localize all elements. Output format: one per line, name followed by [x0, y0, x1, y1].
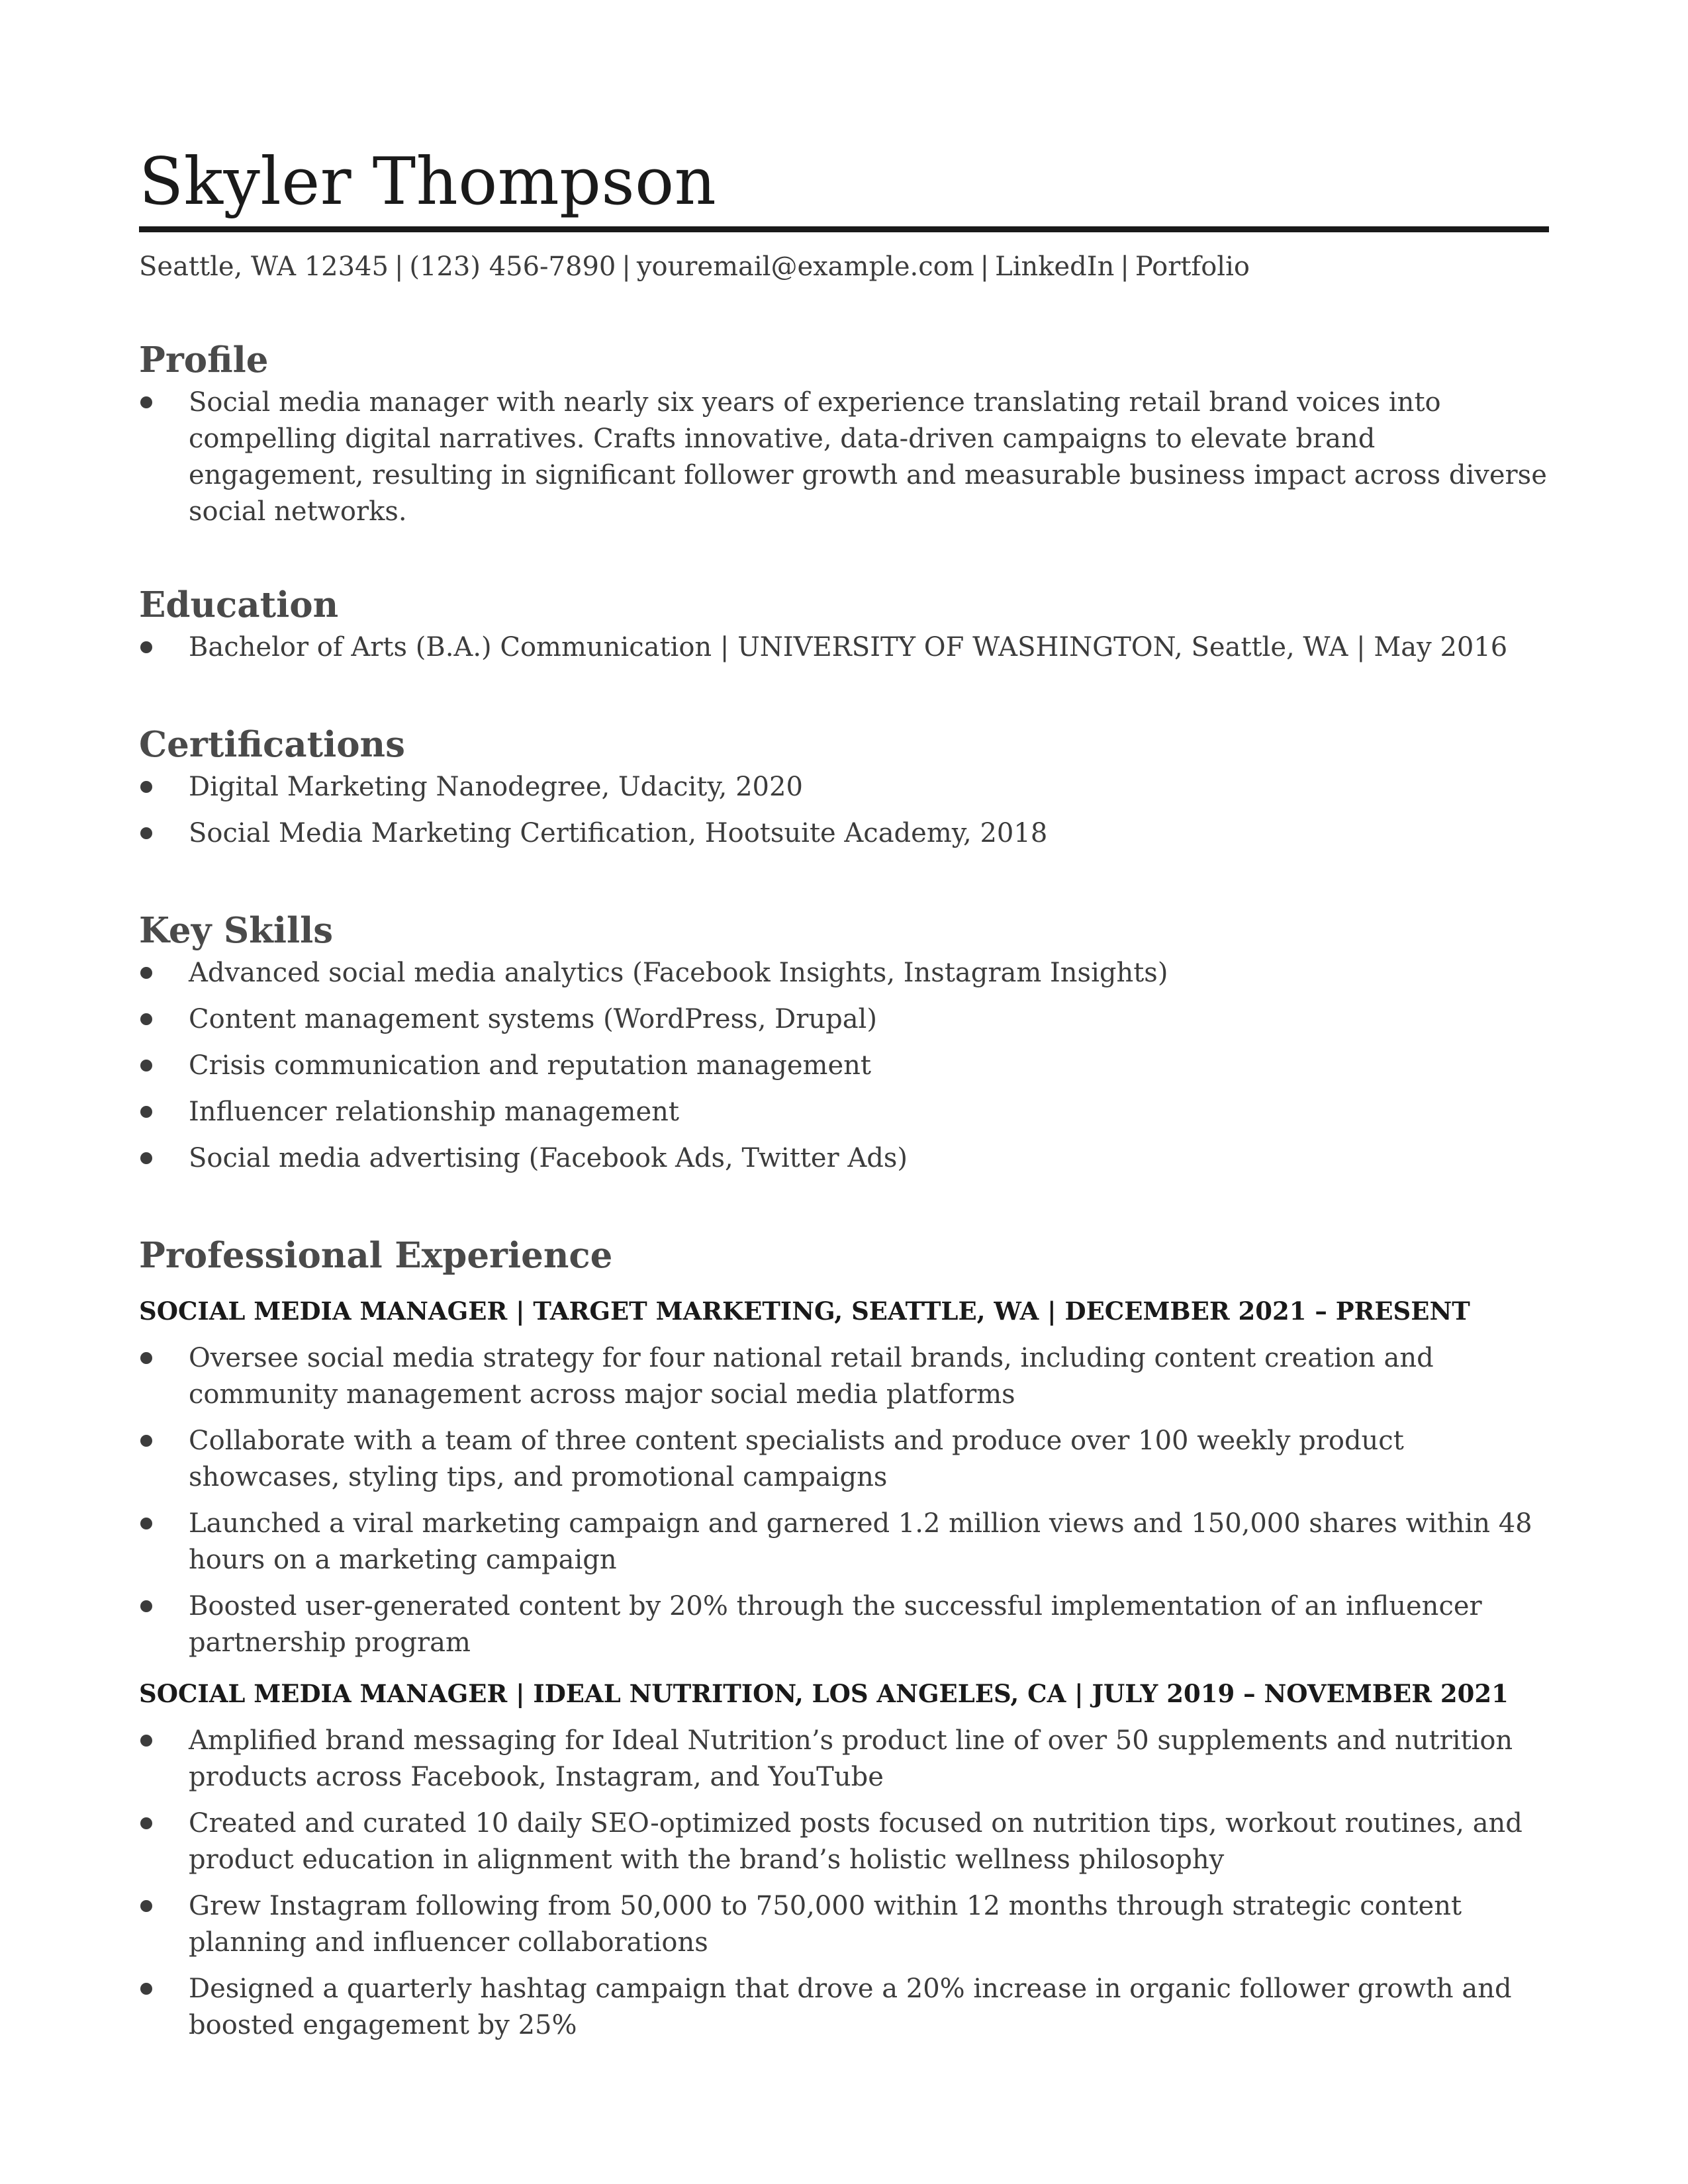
list-item: Social media advertising (Facebook Ads, Twitter Ads) [139, 1140, 1549, 1177]
bullet-icon [140, 1435, 152, 1447]
list-item: Grew Instagram following from 50,000 to 750,000 within 12 months through strategic content planning and influencer collaborations [139, 1888, 1549, 1961]
bullet-icon [140, 1060, 152, 1071]
list-item: Influencer relationship management [139, 1094, 1549, 1130]
certifications-list [139, 769, 1549, 852]
header-divider [139, 226, 1549, 232]
candidate-name: Skyler Thompson [139, 144, 717, 220]
section-title-profile: Profile [139, 340, 269, 381]
contact-separator: | [1120, 251, 1129, 282]
list-item: Collaborate with a team of three content specialists and produce over 100 weekly product showcases, styling tips, and promotional campaigns [139, 1423, 1549, 1496]
section-title-key-skills: Key Skills [139, 910, 334, 951]
list-item: Social media manager with nearly six years of experience translating retail brand voices into compelling digital narratives. Crafts innovative, data-driven campaigns to elevate brand engagement, resulting in significant follower growth and measurable business impact across diverse social networks. [139, 385, 1549, 530]
section-title-professional-experience: Professional Experience [139, 1235, 613, 1276]
bullet-icon [140, 827, 152, 839]
skills-list [139, 955, 1549, 1177]
bullet-icon [140, 1900, 152, 1912]
bullet-icon [140, 1600, 152, 1612]
bullet-icon [140, 1152, 152, 1164]
bullet-icon [140, 1735, 152, 1747]
bullet-icon [140, 641, 152, 653]
bullet-icon [140, 1518, 152, 1529]
job-bullets [139, 1340, 1549, 1661]
bullet-icon [140, 1106, 152, 1118]
contact-email[interactable]: youremail@example.com [636, 251, 974, 282]
list-item: Amplified brand messaging for Ideal Nutrition’s product line of over 50 supplements and nutrition products across Facebook, Instagram, and YouTube [139, 1723, 1549, 1796]
bullet-icon [140, 1013, 152, 1025]
list-item: Crisis communication and reputation management [139, 1048, 1549, 1084]
list-item: Launched a viral marketing campaign and garnered 1.2 million views and 150,000 shares within 48 hours on a marketing campaign [139, 1506, 1549, 1578]
job-heading: SOCIAL MEDIA MANAGER | IDEAL NUTRITION, LOS ANGELES, CA | JULY 2019 – NOVEMBER 2021 [139, 1679, 1509, 1708]
list-item: Content management systems (WordPress, Drupal) [139, 1001, 1549, 1038]
list-item: Advanced social media analytics (Facebook Insights, Instagram Insights) [139, 955, 1549, 991]
list-item: Oversee social media strategy for four national retail brands, including content creation and community management across major social media platforms [139, 1340, 1549, 1413]
bullet-icon [140, 967, 152, 979]
resume-page [139, 139, 1549, 2044]
list-item: Designed a quarterly hashtag campaign that drove a 20% increase in organic follower growth and boosted engagement by 25% [139, 1971, 1549, 2044]
bullet-icon [140, 1983, 152, 1995]
bullet-icon [140, 1817, 152, 1829]
contact-portfolio-link[interactable]: Portfolio [1135, 251, 1250, 282]
bullet-icon [140, 781, 152, 793]
list-item: Created and curated 10 daily SEO-optimized posts focused on nutrition tips, workout routines, and product education in alignment with the brand’s holistic wellness philosophy [139, 1805, 1549, 1878]
contact-line [139, 248, 1549, 285]
list-item: Boosted user-generated content by 20% through the successful implementation of an influencer partnership program [139, 1588, 1549, 1661]
contact-separator: | [622, 251, 631, 282]
job-heading: SOCIAL MEDIA MANAGER | TARGET MARKETING, SEATTLE, WA | DECEMBER 2021 – PRESENT [139, 1297, 1470, 1326]
list-item: Digital Marketing Nanodegree, Udacity, 2020 [139, 769, 1549, 805]
bullet-icon [140, 396, 152, 408]
section-title-education: Education [139, 584, 339, 625]
job-bullets [139, 1723, 1549, 2044]
contact-phone: (123) 456-7890 [409, 251, 616, 282]
contact-separator: | [394, 251, 404, 282]
education-list [139, 629, 1549, 666]
contact-linkedin-link[interactable]: LinkedIn [995, 251, 1115, 282]
section-title-certifications: Certifications [139, 724, 405, 765]
contact-separator: | [980, 251, 990, 282]
list-item: Social Media Marketing Certification, Hootsuite Academy, 2018 [139, 815, 1549, 852]
bullet-icon [140, 1352, 152, 1364]
list-item: Bachelor of Arts (B.A.) Communication | UNIVERSITY OF WASHINGTON, Seattle, WA | May 2016 [139, 629, 1549, 666]
profile-list [139, 385, 1549, 530]
contact-address: Seattle, WA 12345 [139, 251, 389, 282]
